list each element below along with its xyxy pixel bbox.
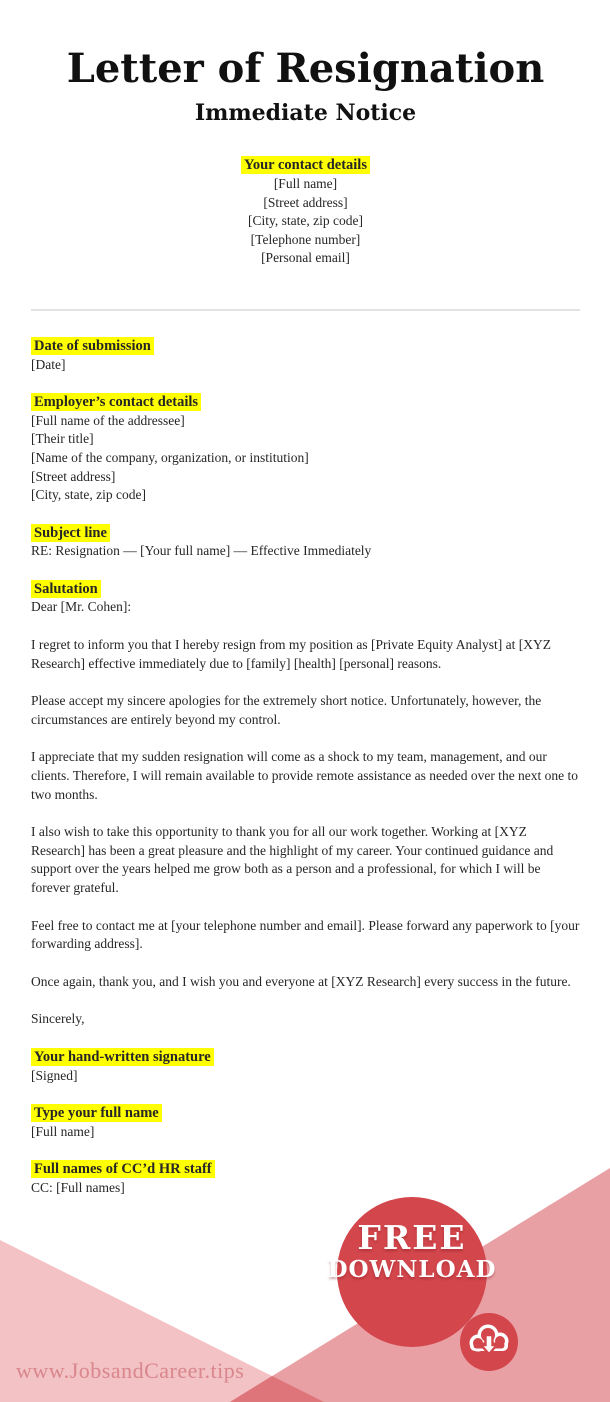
section-heading	[31, 156, 580, 175]
section-heading	[31, 1160, 580, 1179]
section-heading	[31, 337, 580, 356]
section-heading	[31, 393, 580, 412]
section-date-of-submission	[31, 337, 580, 374]
cloud-download-icon[interactable]	[460, 1313, 518, 1371]
closing-line: Sincerely,	[31, 1011, 85, 1027]
body-paragraph: I also wish to take this opportunity to thank you for all our work together. Working at [XYZ Research] has been a great pleasure and the highlight of my career. Your continued guidance and support over the years helped me grow both as a person and a professional, for which I will be forever grateful.	[31, 824, 554, 896]
contact-line: [Street address]	[263, 194, 348, 210]
free-download-badge[interactable]	[302, 1218, 522, 1284]
body-paragraph: I appreciate that my sudden resignation will come as a shock to my team, management, and our clients. Therefore, I will remain available to provide remote assistance as needed over the next one to two months.	[31, 749, 579, 802]
section-line: Dear [Mr. Cohen]:	[31, 599, 132, 615]
section-line: [Full name of the addressee]	[31, 412, 185, 428]
section-heading	[31, 1104, 580, 1123]
letter-body	[31, 337, 580, 1198]
section-heading	[31, 524, 580, 543]
highlighted-heading: Your hand-written signature	[31, 1048, 214, 1066]
highlighted-heading: Employer’s contact details	[31, 393, 201, 411]
section-handwritten-signature	[31, 1048, 580, 1085]
highlighted-heading: Date of submission	[31, 337, 154, 355]
section-heading	[31, 1048, 580, 1067]
highlighted-heading: Your contact details	[241, 156, 370, 174]
highlighted-heading: Full names of CC’d HR staff	[31, 1160, 215, 1178]
site-watermark: www.JobsandCareer.tips	[16, 1358, 245, 1383]
section-line: RE: Resignation — [Your full name] — Effective Immediately	[31, 543, 372, 559]
highlighted-heading: Salutation	[31, 580, 101, 598]
section-cc-hr-staff	[31, 1160, 580, 1197]
highlighted-heading: Subject line	[31, 524, 110, 542]
section-typed-full-name	[31, 1104, 580, 1141]
section-line: [Their title]	[31, 431, 94, 447]
section-line: [Full name]	[31, 1123, 95, 1139]
section-line: [Name of the company, organization, or institution]	[31, 449, 309, 465]
body-paragraph: Please accept my sincere apologies for the extremely short notice. Unfortunately, however, the circumstances are entirely beyond my control.	[31, 693, 542, 727]
body-paragraph: Once again, thank you, and I wish you and everyone at [XYZ Research] every success in the future.	[31, 973, 571, 989]
divider	[31, 309, 580, 311]
section-line: [Signed]	[31, 1067, 78, 1083]
section-employer-contact	[31, 393, 580, 505]
contact-line: [Telephone number]	[250, 231, 361, 247]
badge-download-label: DOWNLOAD	[327, 1255, 497, 1283]
body-paragraph: I regret to inform you that I hereby resign from my position as [Private Equity Analyst] at [XYZ Research] effective immediately due to [family] [health] [personal] reasons.	[31, 637, 552, 671]
contact-line: [Full name]	[273, 175, 338, 191]
section-line: [Date]	[31, 356, 66, 372]
contact-line: [City, state, zip code]	[248, 213, 363, 229]
body-paragraph: Feel free to contact me at [your telephone number and email]. Please forward any paperwork to [your forwarding address].	[31, 917, 580, 952]
section-salutation	[31, 580, 580, 617]
page-subtitle: Immediate Notice	[194, 100, 417, 126]
highlighted-heading: Type your full name	[31, 1104, 162, 1122]
section-line: [Street address]	[31, 468, 116, 484]
contact-block	[31, 156, 580, 268]
section-subject-line	[31, 524, 580, 561]
page-title: Letter of Resignation	[66, 45, 545, 92]
section-heading	[31, 580, 580, 599]
badge-free-label: FREE	[357, 1218, 467, 1257]
contact-line: [Personal email]	[261, 250, 350, 266]
section-line: CC: [Full names]	[31, 1179, 125, 1195]
section-line: [City, state, zip code]	[31, 487, 146, 503]
